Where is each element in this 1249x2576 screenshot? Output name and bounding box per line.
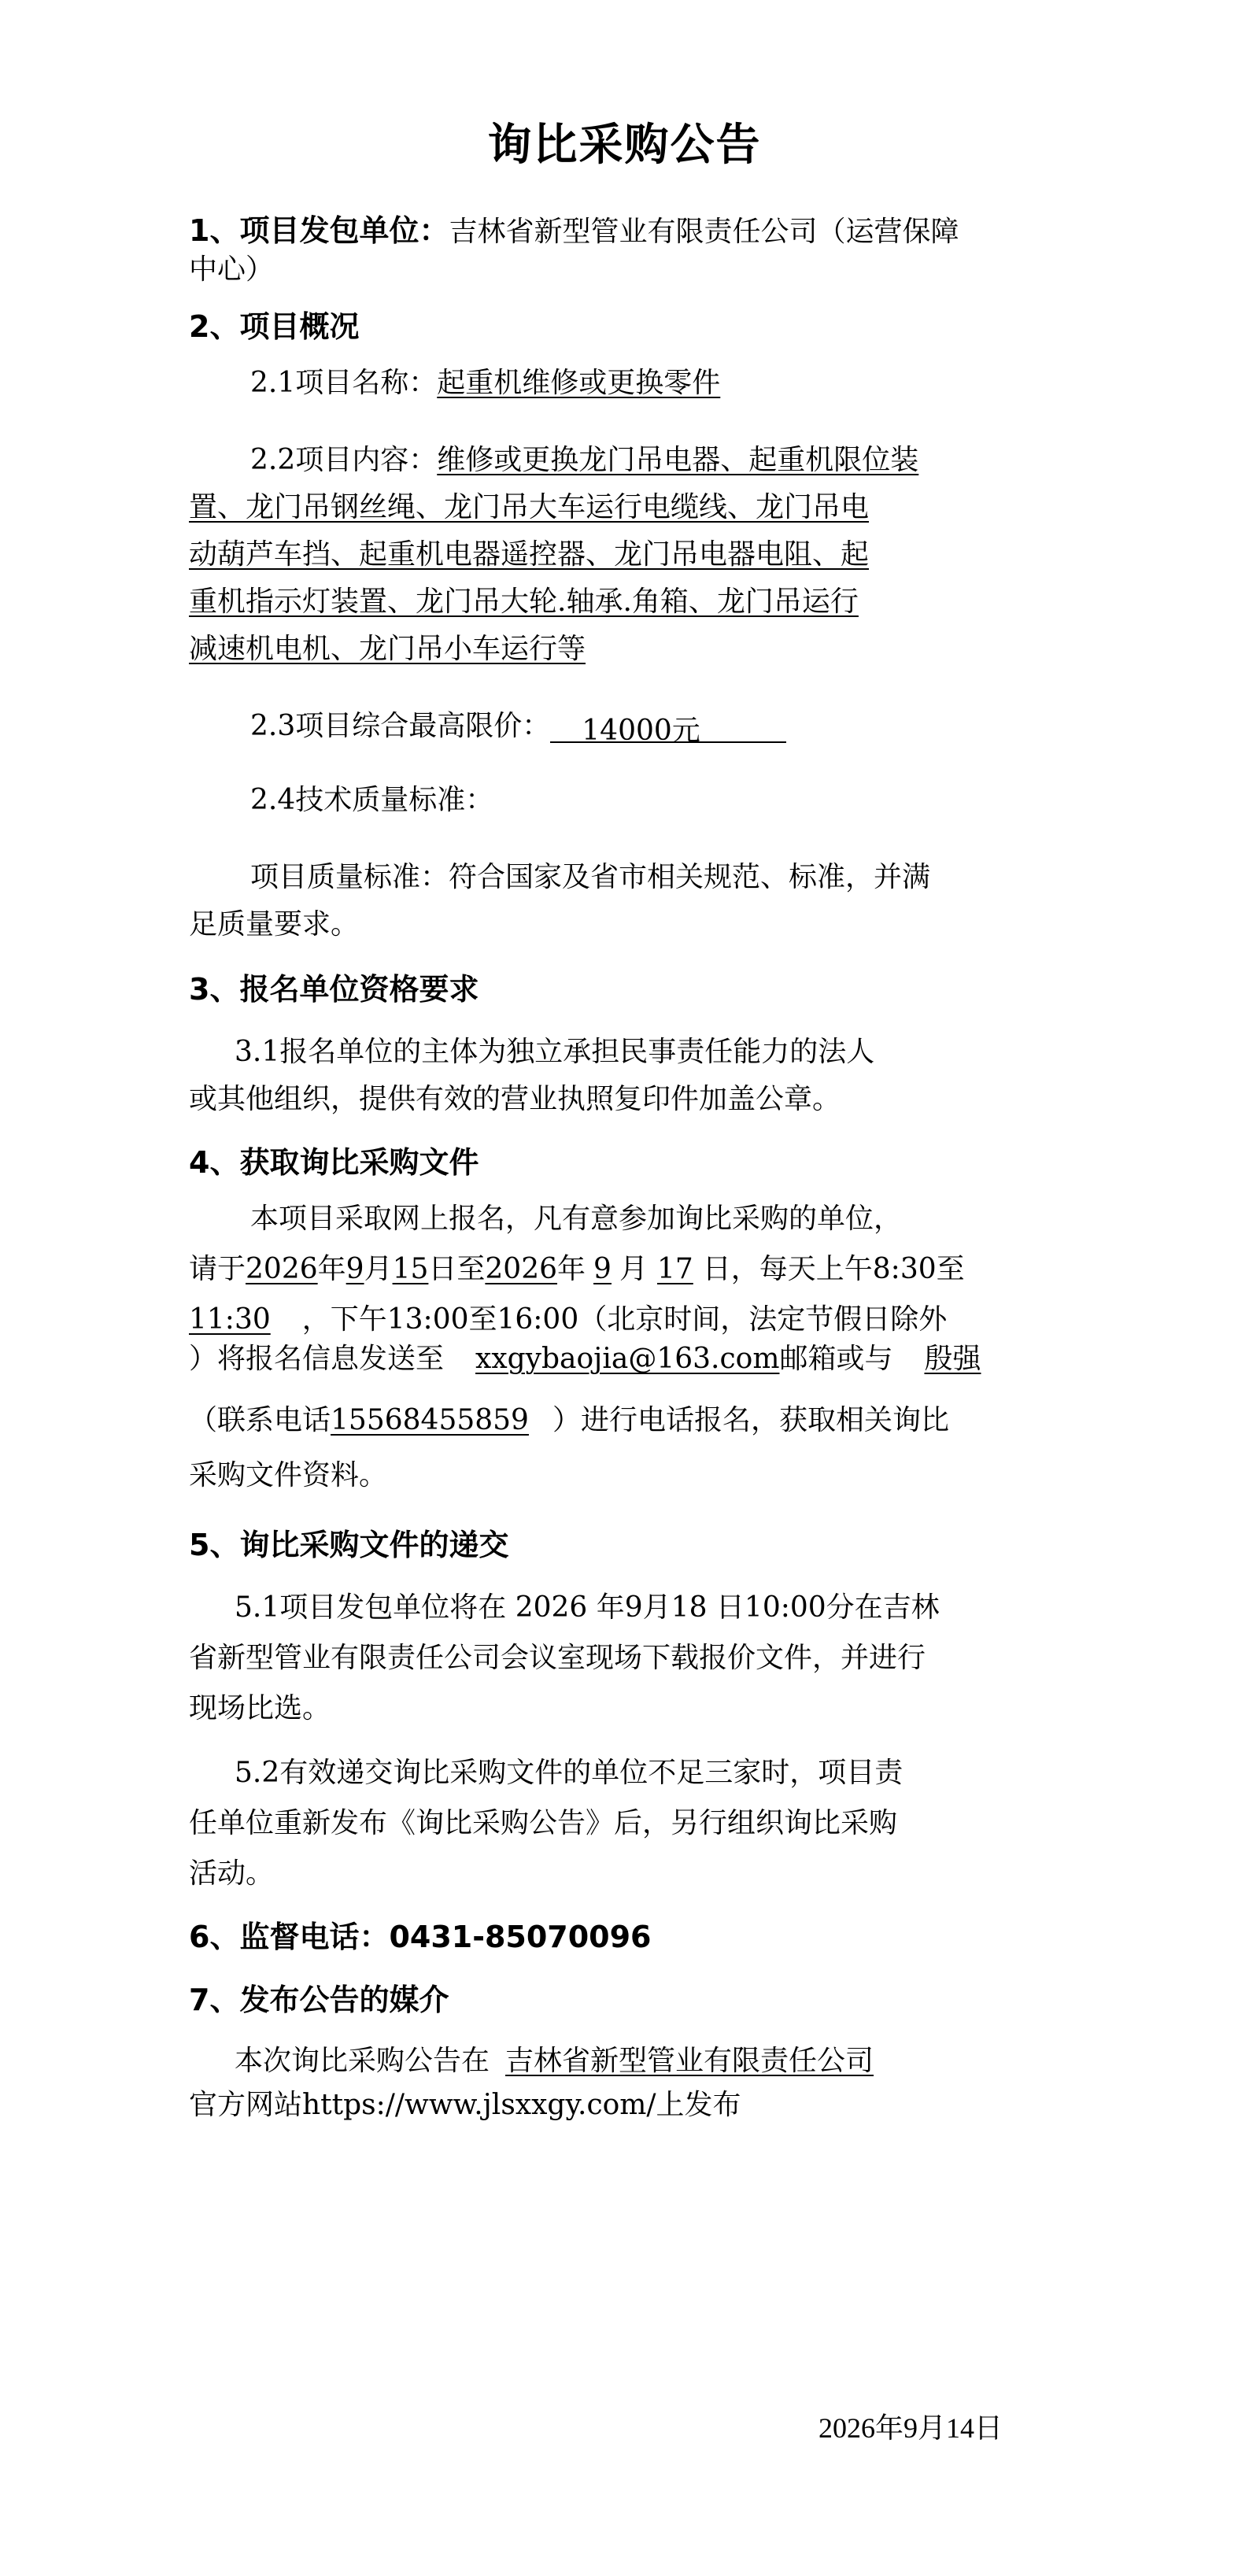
section-5-heading: 5、询比采购文件的递交 (189, 1528, 509, 1562)
am-end-time: 11:30 (189, 1303, 271, 1336)
publish-website: 官方网站https://www.jlsxxgy.com/上发布 (189, 2089, 741, 2121)
section-1 (189, 211, 959, 252)
text-fragment: ，下午13:00至16:00（北京时间，法定节假日除外 (301, 1303, 948, 1336)
registration-hours-row (189, 1300, 1062, 1340)
section-2-heading: 2、项目概况 (189, 309, 360, 344)
text-fragment: 请于 (189, 1253, 246, 1285)
text-fragment: ）进行电话报名，获取相关询比 (552, 1404, 949, 1436)
text-fragment: 本次询比采购公告在 (235, 2045, 490, 2077)
obtain-line: 采购文件资料。 (189, 1459, 388, 1491)
end-month: 9 (593, 1253, 612, 1285)
section-4-heading: 4、获取询比采购文件 (189, 1145, 479, 1180)
start-year: 2026 (246, 1253, 318, 1285)
page-title: 询比采购公告 (487, 120, 762, 171)
contact-name: 殷强 (924, 1343, 981, 1375)
standard-line: 项目质量标准：符合国家及省市相关规范、标准，并满 (250, 861, 931, 893)
submission-line: 5.2有效递交询比采购文件的单位不足三家时，项目责 (235, 1757, 903, 1789)
project-content-line: 动葫芦车挡、起重机电器遥控器、龙门吊电器电阻、起 (189, 538, 870, 571)
project-content-line: 置、龙门吊钢丝绳、龙门吊大车运行电缆线、龙门吊电 (189, 491, 870, 523)
end-day: 17 (656, 1253, 693, 1285)
project-content-line: 维修或更换龙门吊电器、起重机限位装 (437, 444, 919, 476)
email-row (189, 1340, 1062, 1379)
obtain-line: 本项目采取网上报名，凡有意参加询比采购的单位， (250, 1203, 903, 1235)
contact-phone: 15568455859 (331, 1404, 529, 1436)
submission-line: 省新型管业有限责任公司会议室现场下载报价文件，并进行 (189, 1642, 926, 1674)
qualification-line: 或其他组织，提供有效的营业执照复印件加盖公章。 (189, 1083, 841, 1115)
section-3-heading: 3、报名单位资格要求 (189, 972, 479, 1007)
text-fragment: 邮箱或与 (779, 1343, 893, 1375)
end-year: 2026 (485, 1253, 558, 1285)
price-row (250, 707, 1124, 746)
text-fragment: ）将报名信息发送至 (189, 1343, 445, 1375)
project-content-line: 减速机电机、龙门吊小车运行等 (189, 633, 586, 665)
submission-line: 5.1项目发包单位将在 2026 年9月18 日10:00分在吉林 (235, 1591, 940, 1624)
text-fragment: （联系电话 (189, 1404, 331, 1436)
qualification-line: 3.1报名单位的主体为独立承担民事责任能力的法人 (235, 1036, 875, 1068)
phone-row (189, 1401, 1062, 1440)
contracting-unit-cont: 中心） (189, 253, 275, 286)
project-content-row (250, 441, 1124, 480)
standard-line: 足质量要求。 (189, 908, 360, 941)
submission-line: 现场比选。 (189, 1692, 331, 1724)
submission-line: 活动。 (189, 1857, 275, 1890)
publish-row (235, 2042, 1108, 2081)
project-name-row (250, 364, 1124, 403)
project-content-line: 重机指示灯装置、龙门吊大轮.轴承.角箱、龙门吊运行 (189, 586, 859, 618)
project-name-label: 2.1项目名称： (250, 367, 438, 399)
project-name-value: 起重机维修或更换零件 (437, 367, 721, 399)
text-fragment: 月 (364, 1253, 393, 1285)
price-label: 2.3项目综合最高限价： (250, 710, 551, 742)
text-fragment: 年 (317, 1253, 346, 1285)
email-address: xxgybaojia@163.com (475, 1343, 780, 1375)
price-value: 14000元 (550, 711, 786, 743)
section-1-heading: 1、项目发包单位： (189, 213, 449, 248)
registration-period-row (189, 1250, 1062, 1289)
supervision-phone: 6、监督电话：0431-85070096 (189, 1920, 652, 1954)
submission-line: 任单位重新发布《询比采购公告》后，另行组织询比采购 (189, 1807, 898, 1839)
publisher-name: 吉林省新型管业有限责任公司 (505, 2045, 874, 2077)
text-fragment: 日至 (428, 1253, 486, 1285)
text-fragment: 月 (619, 1253, 648, 1285)
project-content-label: 2.2项目内容： (250, 444, 438, 476)
start-month: 9 (346, 1253, 364, 1285)
start-day: 15 (392, 1253, 429, 1285)
text-fragment: 年 (557, 1253, 586, 1285)
text-fragment: 日，每天上午8:30至 (702, 1253, 965, 1285)
announcement-date: 2026年9月14日 (819, 2412, 1003, 2444)
standard-label: 2.4技术质量标准： (250, 784, 494, 816)
contracting-unit: 吉林省新型管业有限责任公司（运营保障 (449, 216, 959, 248)
section-7-heading: 7、发布公告的媒介 (189, 1983, 449, 2017)
